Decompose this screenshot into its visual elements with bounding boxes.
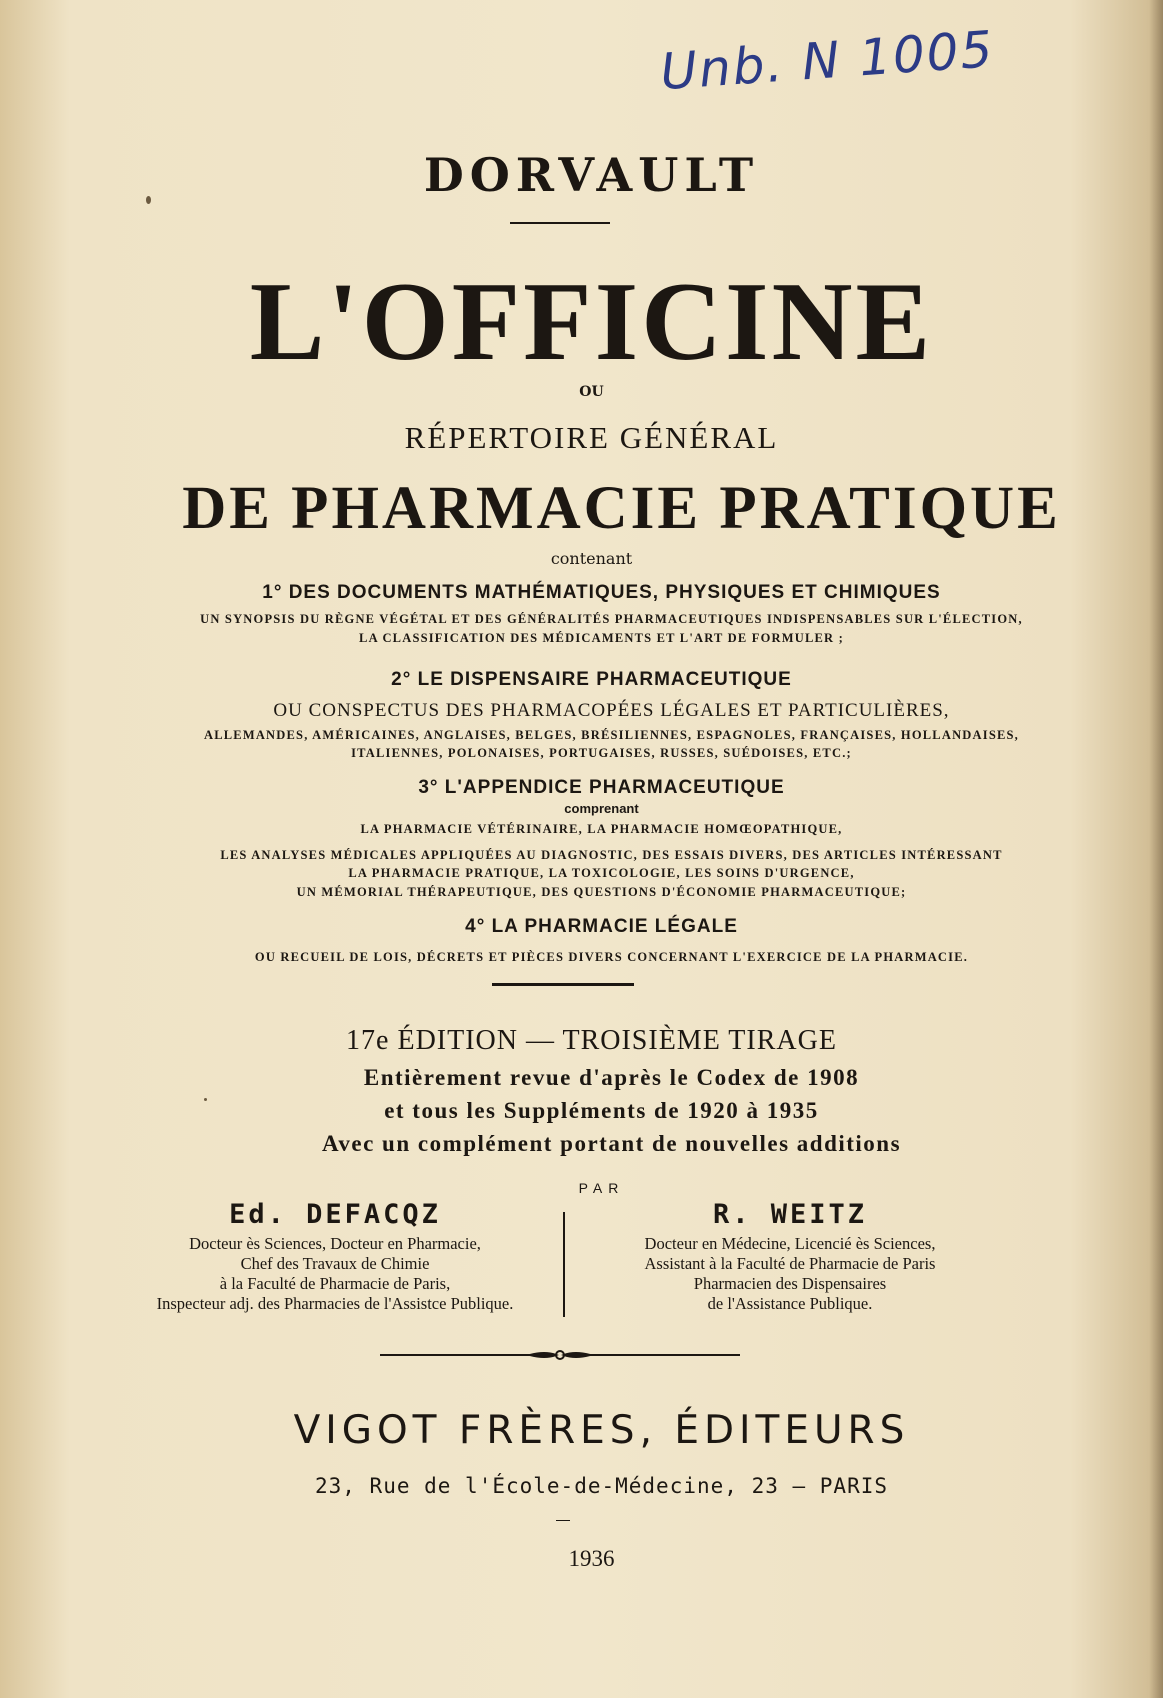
author-name-weitz: R. WEITZ	[712, 1199, 868, 1230]
section-1-heading: 1° DES DOCUMENTS MATHÉMATIQUES, PHYSIQUES ET CHIMIQUES	[262, 582, 941, 603]
section-2-heading: 2° LE DISPENSAIRE PHARMACEUTIQUE	[391, 669, 792, 690]
credential-line: Assistant à la Faculté de Pharmacie de Paris	[644, 1254, 936, 1273]
section-2-line-1: ALLEMANDES, AMÉRICAINES, ANGLAISES, BELGES, BRÉSILIENNES, ESPAGNOLES, FRANÇAISES, HOLLANDAISES,	[203, 728, 1019, 742]
section-1-line-2: LA CLASSIFICATION DES MÉDICAMENTS ET L'ART DE FORMULER ;	[359, 631, 844, 645]
ou-connector: OU	[579, 384, 604, 400]
credential-line: Pharmacien des Dispensaires	[693, 1274, 887, 1293]
section-2-subheading: OU CONSPECTUS DES PHARMACOPÉES LÉGALES ET PARTICULIÈRES,	[273, 700, 950, 721]
publication-year: 1936	[568, 1546, 615, 1571]
section-3-comprenant: comprenant	[564, 801, 639, 816]
credential-line: Docteur en Médecine, Licencié ès Sciences,	[644, 1234, 936, 1253]
credential-line: à la Faculté de Pharmacie de Paris,	[219, 1274, 451, 1293]
publisher-name: VIGOT FRÈRES, ÉDITEURS	[293, 1408, 910, 1453]
subtitle-line-1: RÉPERTOIRE GÉNÉRAL	[404, 420, 779, 455]
publisher-address: 23, Rue de l'École-de-Médecine, 23 — PARIS	[314, 1474, 888, 1498]
ornamental-rule	[380, 1345, 740, 1365]
divider-rule	[510, 222, 610, 224]
book-title: L'OFFICINE	[249, 260, 934, 384]
section-3-heading: 3° L'APPENDICE PHARMACEUTIQUE	[418, 777, 785, 798]
section-3-line-3: LA PHARMACIE PRATIQUE, LA TOXICOLOGIE, LES SOINS D'URGENCE,	[348, 866, 855, 880]
credential-line: Docteur ès Sciences, Docteur en Pharmacie,	[189, 1234, 481, 1253]
edition-note-2: et tous les Suppléments de 1920 à 1935	[384, 1098, 819, 1123]
author-block-right	[585, 1200, 995, 1314]
handwritten-note: Unb. N 1005	[658, 20, 997, 102]
contenant-label: contenant	[550, 549, 633, 568]
author-name-defacqz: Ed. DEFACQZ	[229, 1199, 441, 1230]
paper-speck	[146, 196, 151, 204]
subtitle-line-2: DE PHARMACIE PRATIQUE	[182, 475, 1061, 542]
edition-note-3: Avec un complément portant de nouvelles additions	[321, 1131, 902, 1156]
section-3-line-2: LES ANALYSES MÉDICALES APPLIQUÉES AU DIAGNOSTIC, DES ESSAIS DIVERS, DES ARTICLES INTÉRESSANT	[220, 848, 1003, 862]
divider-rule	[492, 983, 634, 986]
paper-speck	[204, 1098, 207, 1101]
section-3-line-1: LA PHARMACIE VÉTÉRINAIRE, LA PHARMACIE HOMŒOPATHIQUE,	[360, 822, 843, 836]
author-name: DORVAULT	[423, 148, 760, 202]
edition-note-1: Entièrement revue d'après le Codex de 1908	[363, 1065, 860, 1090]
column-divider	[563, 1212, 565, 1317]
credential-line: de l'Assistance Publique.	[707, 1294, 873, 1313]
edition-label: 17e ÉDITION — TROISIÈME TIRAGE	[346, 1025, 837, 1056]
section-1-line-1: UN SYNOPSIS DU RÈGNE VÉGÉTAL ET DES GÉNÉRALITÉS PHARMACEUTIQUES INDISPENSABLES SUR L'ÉLECTION,	[200, 612, 1023, 626]
divider-rule	[556, 1520, 570, 1521]
author-block-left	[110, 1200, 560, 1314]
credential-line: Inspecteur adj. des Pharmacies de l'Assistce Publique.	[156, 1294, 514, 1313]
section-2-line-2: ITALIENNES, POLONAISES, PORTUGAISES, RUSSES, SUÉDOISES, ETC.;	[351, 746, 852, 760]
credential-line: Chef des Travaux de Chimie	[240, 1254, 430, 1273]
section-4-line-1: OU RECUEIL DE LOIS, DÉCRETS ET PIÈCES DIVERS CONCERNANT L'EXERCICE DE LA PHARMACIE.	[254, 950, 969, 964]
section-4-heading: 4° LA PHARMACIE LÉGALE	[465, 916, 738, 937]
par-label: PAR	[578, 1180, 625, 1196]
section-3-line-4: UN MÉMORIAL THÉRAPEUTIQUE, DES QUESTIONS D'ÉCONOMIE PHARMACEUTIQUE;	[296, 885, 907, 899]
